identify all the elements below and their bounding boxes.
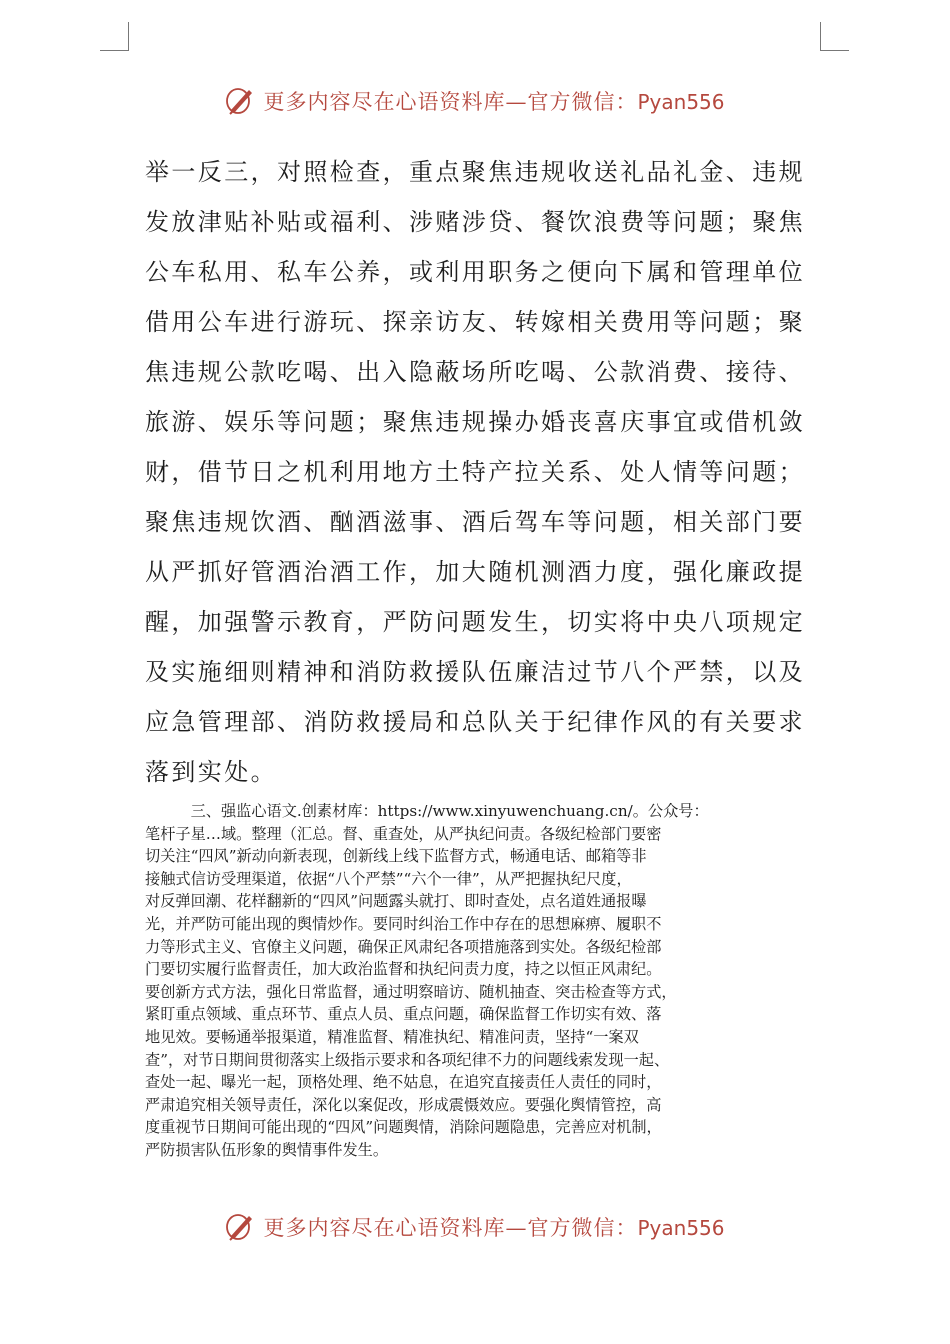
main-line: 财，借节日之机利用地方土特产拉关系、处人情等问题； (145, 458, 805, 486)
header-banner (0, 84, 950, 118)
small-line: 度重视节日期间可能出现的“四风”问题舆情，消除问题隐患，完善应对机制， (145, 1118, 662, 1137)
section-three-paragraph (145, 800, 813, 1162)
main-line: 聚焦违规饮酒、酗酒滋事、酒后驾车等问题，相关部门要 (145, 508, 805, 536)
main-line: 发放津贴补贴或福利、涉赌涉贷、餐饮浪费等问题；聚焦 (145, 208, 805, 236)
small-line: 力等形式主义、官僚主义问题，确保正风肃纪各项措施落到实处。各级纪检部 (145, 937, 662, 956)
small-line: 要创新方式方法，强化日常监督，通过明察暗访、随机抽查、突击检查等方式， (145, 982, 677, 1001)
footer-banner-text: 更多内容尽在心语资料库—官方微信：Pyan556 (263, 1216, 725, 1240)
main-line: 从严抓好管酒治酒工作，加大随机测酒力度，强化廉政提 (145, 558, 805, 586)
main-line: 应急管理部、消防救援局和总队关于纪律作风的有关要求 (145, 708, 805, 736)
pen-logo-icon (225, 1210, 255, 1244)
main-paragraph (145, 147, 805, 797)
small-line: 笔杆子星…域。整理（汇总。督、重查处，从严执纪问责。各级纪检部门要密 (145, 824, 662, 843)
crop-mark-top-left (100, 22, 129, 51)
small-line: 接触式信访受理渠道，依据“八个严禁”“六个一律”，从严把握执纪尺度， (145, 869, 632, 888)
small-line: 门要切实履行监督责任，加大政治监督和执纪问责力度，持之以恒正风肃纪。 (145, 960, 662, 979)
main-line: 落到实处。 (145, 758, 277, 786)
main-line: 焦违规公款吃喝、出入隐蔽场所吃喝、公款消费、接待、 (145, 358, 805, 386)
crop-mark-top-right (820, 22, 849, 51)
header-banner-text: 更多内容尽在心语资料库—官方微信：Pyan556 (263, 90, 725, 114)
pen-logo-icon (225, 84, 255, 118)
small-line: 查”，对节日期间贯彻落实上级指示要求和各项纪律不力的问题线索发现一起、 (145, 1050, 670, 1069)
main-line: 公车私用、私车公养，或利用职务之便向下属和管理单位 (145, 258, 805, 286)
footer-banner-handle: Pyan556 (637, 1216, 725, 1240)
small-line: 地见效。要畅通举报渠道，精准监督、精准执纪、精准问责，坚持“一案双 (145, 1027, 639, 1046)
small-line: 切关注“四风”新动向新表现，创新线上线下监督方式，畅通电话、邮箱等非 (145, 847, 647, 866)
small-line: 紧盯重点领域、重点环节、重点人员、重点问题，确保监督工作切实有效、落 (145, 1005, 662, 1024)
main-line: 醒，加强警示教育，严防问题发生，切实将中央八项规定 (145, 608, 805, 636)
small-line: 严防损害队伍形象的舆情事件发生。 (145, 1140, 388, 1159)
small-line: 三、强监心语文.创素材库：https://www.xinyuwenchuang.cn/。公众号： (145, 802, 709, 820)
small-line: 光，并严防可能出现的舆情炒作。要同时纠治工作中存在的思想麻痹、履职不 (145, 914, 662, 933)
small-line: 严肃追究相关领导责任，深化以案促改，形成震慑效应。要强化舆情管控，高 (145, 1095, 662, 1114)
main-line: 借用公车进行游玩、探亲访友、转嫁相关费用等问题；聚 (145, 308, 805, 336)
main-line: 及实施细则精神和消防救援队伍廉洁过节八个严禁，以及 (145, 658, 805, 686)
small-line: 查处一起、曝光一起，顶格处理、绝不姑息，在追究直接责任人责任的同时， (145, 1073, 662, 1092)
main-line: 旅游、娱乐等问题；聚焦违规操办婚丧喜庆事宜或借机敛 (145, 408, 805, 436)
small-line: 对反弹回潮、花样翻新的“四风”问题露头就打、即时查处，点名道姓通报曝 (145, 892, 647, 911)
main-line: 举一反三，对照检查，重点聚焦违规收送礼品礼金、违规 (145, 158, 805, 186)
header-banner-handle: Pyan556 (637, 90, 725, 114)
footer-banner (0, 1210, 950, 1244)
